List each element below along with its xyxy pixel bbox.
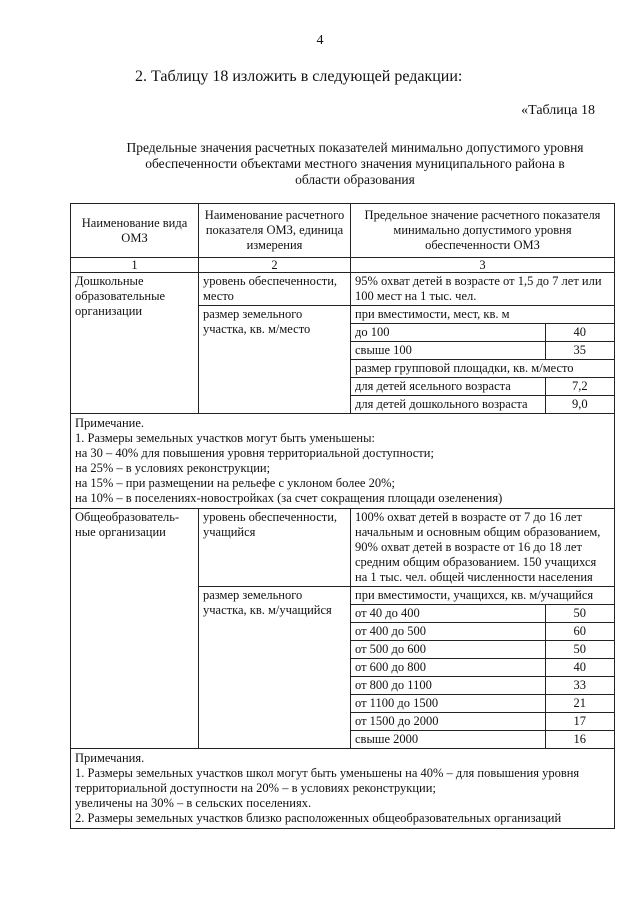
general-cap-header-row [351,587,614,605]
capacity-label: от 800 до 1100 [351,677,545,695]
header-col2: Наименование расчетного показателя ОМЗ, единица измерения [199,204,351,258]
note2-line: 1. Размеры земельных участков школ могут быть уменьшены на 40% – для повышения уровня территориальной доступности на 20% – в условиях реконструкции; [75,766,580,795]
table-row [351,396,614,414]
age-group-value: 9,0 [545,396,614,414]
table-row [351,713,614,731]
capacity-value: 60 [545,623,614,641]
preschool-value-1: 95% охват детей в возрасте от 1,5 до 7 лет или 100 мест на 1 тыс. чел. [351,273,615,306]
capacity-value: 21 [545,695,614,713]
col-number-1: 1 [71,258,199,273]
note2-cell [71,749,615,829]
preschool-area-cell [351,306,615,414]
capacity-value: 33 [545,677,614,695]
col-number-2: 2 [199,258,351,273]
general-value-1: 100% охват детей в возрасте от 7 до 16 лет начальным и основным общим образованием, 90% охват детей в возрасте от 16 до 18 лет средним общим образованием. 150 учащихся на 1 тыс. чел. общей численности населения [351,509,615,587]
table-title: Предельные значения расчетных показателей минимально допустимого уровня обеспеченности объектами местного значения муниципального района в области образования [126,140,584,187]
table-row [351,324,614,342]
capacity-label: от 600 до 800 [351,659,545,677]
note2-line: увеличены на 30% – в сельских поселениях. [75,796,312,810]
group-area-header-row [351,360,614,378]
table-row [351,342,614,360]
capacity-value: 35 [545,342,614,360]
age-group-label: для детей дошкольного возраста [351,396,545,414]
general-area-cell [351,587,615,749]
column-numbers-row [71,258,615,273]
group-area-header: размер групповой площадки, кв. м/место [351,360,614,378]
capacity-value: 40 [545,659,614,677]
table-row [351,605,614,623]
capacity-label: свыше 2000 [351,731,545,749]
note2-title: Примечания. [75,751,145,765]
general-area-table [351,587,614,748]
capacity-label: свыше 100 [351,342,545,360]
note2-line: 2. Размеры земельных участков близко расположенных общеобразовательных организаций [75,811,562,825]
age-group-label: для детей ясельного возраста [351,378,545,396]
note2-row [71,749,615,829]
table-reference: «Таблица 18 [521,103,595,118]
table-row [351,641,614,659]
table-row [351,659,614,677]
preschool-cap-header: при вместимости, мест, кв. м [351,306,614,324]
general-indicator-2: размер земельного участка, кв. м/учащийся [199,587,351,749]
note1-line: на 25% – в условиях реконструкции; [75,461,271,475]
capacity-value: 50 [545,605,614,623]
capacity-label: от 1100 до 1500 [351,695,545,713]
table-row [351,623,614,641]
capacity-label: до 100 [351,324,545,342]
preschool-area-table [351,306,614,413]
preschool-name: Дошкольные образовательные организации [71,273,199,414]
table-row [351,731,614,749]
table-row [351,695,614,713]
header-row [71,204,615,258]
capacity-value: 17 [545,713,614,731]
col-number-3: 3 [351,258,615,273]
capacity-value: 50 [545,641,614,659]
general-indicator-1: уровень обеспеченности, учащийся [199,509,351,587]
header-col3: Предельное значение расчетного показателя минимально допустимого уровня обеспеченности ОМЗ [351,204,615,258]
capacity-label: от 1500 до 2000 [351,713,545,731]
note1-title: Примечание. [75,416,145,430]
capacity-value: 16 [545,731,614,749]
general-name: Общеобразователь-ные организации [71,509,199,749]
capacity-label: от 40 до 400 [351,605,545,623]
capacity-label: от 400 до 500 [351,623,545,641]
preschool-indicator-1: уровень обеспеченности, место [199,273,351,306]
note1-cell [71,414,615,509]
header-col1: Наименование вида ОМЗ [71,204,199,258]
preschool-indicator-2: размер земельного участка, кв. м/место [199,306,351,414]
page-number: 4 [316,33,324,48]
note1-row [71,414,615,509]
note1-line: на 15% – при размещении на рельефе с уклоном более 20%; [75,476,395,490]
capacity-label: от 500 до 600 [351,641,545,659]
preschool-cap-header-row [351,306,614,324]
preschool-row-1 [71,273,615,306]
note1-line: 1. Размеры земельных участков могут быть уменьшены: [75,431,375,445]
standards-table [70,203,615,829]
capacity-value: 40 [545,324,614,342]
table-row [351,677,614,695]
age-group-value: 7,2 [545,378,614,396]
note1-line: на 10% – в поселениях-новостройках (за счет сокращения площади озеленения) [75,491,503,505]
table-row [351,378,614,396]
general-row-1 [71,509,615,587]
note1-line: на 30 – 40% для повышения уровня территориальной доступности; [75,446,434,460]
general-cap-header: при вместимости, учащихся, кв. м/учащийся [351,587,614,605]
intro-text: 2. Таблицу 18 изложить в следующей редакции: [135,68,463,85]
